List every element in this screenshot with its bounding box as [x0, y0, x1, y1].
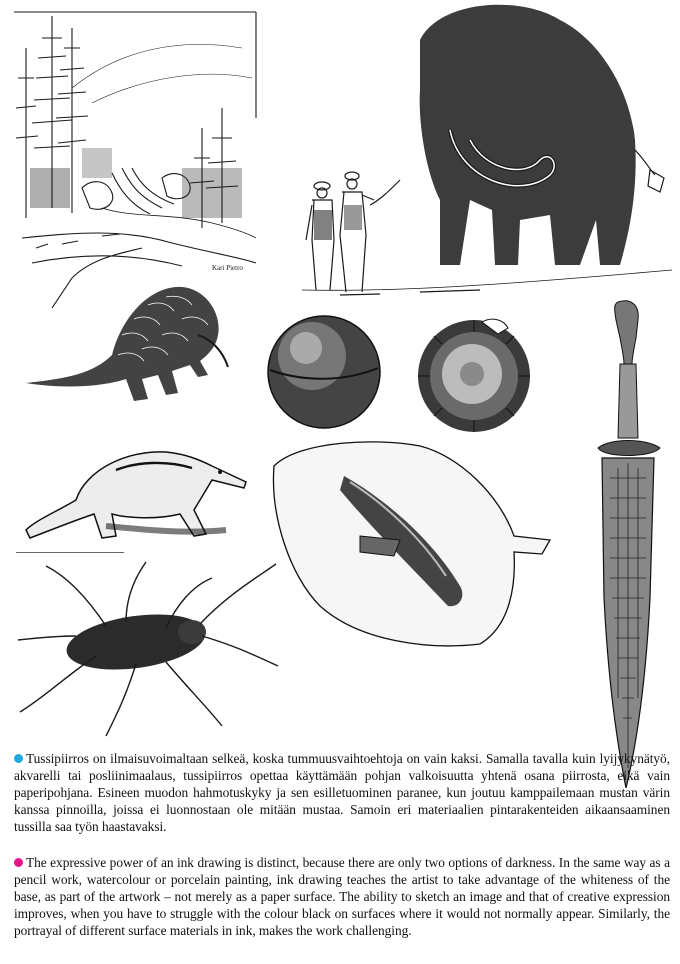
- pangolin-drawing: [22, 275, 232, 410]
- artist-signature: Kari Pietro: [212, 264, 243, 272]
- english-text: The expressive power of an ink drawing is distinct, because there are only two options of darkness. In the same way as a pencil work, watercolour or porcelain painting, ink drawing teaches the artist to take advantage of the whiteness of the base, as part of the artwork – not merely as a paper surface. The ability to sketch an image and that of creative expression improves, when you have to struggle with the colour black on surfaces where it would not normally appear. Similarly, the portrayal of different surface materials in ink, makes the work challenging.: [14, 855, 670, 938]
- bullet-en: [14, 858, 23, 867]
- anteater-drawing: [16, 430, 248, 550]
- fossil-rock-illustration: [270, 436, 552, 652]
- dagger-drawing: [590, 298, 666, 790]
- ammonite-drawing: [412, 314, 536, 436]
- pangolin-illustration: [22, 275, 232, 410]
- finnish-paragraph: [14, 751, 670, 836]
- finnish-text: Tussipiirros on ilmaisuvoimaltaan selkeä, koska tummuusvaihtoehtoja on vain kaksi. Samalla tavalla kuin lyijykynätyö, akvarelli tai posliinimaalaus, tussipiirros opettaa käyttämään pohjan valkoisuutta yhtenä osana piirrosta, eikä vain paperipohjana. Esineen muodon hahmotuskyky ja sen esilletuominen paranee, kun joutuu kamppailemaan mustan värin kanssa pinnoilla, joissa ei luonnostaan ole mitään mustaa. Samoin eri materiaalien pintarakenteiden aikaansaaminen tussilla saa työn haastavaksi.: [14, 751, 670, 834]
- cockroach-illustration: [16, 556, 280, 740]
- cockroach-drawing: [16, 556, 280, 740]
- stone-sphere-illustration: [264, 312, 384, 432]
- stone-sphere-drawing: [264, 312, 384, 432]
- divider: [16, 552, 124, 553]
- mammoth-illustration: [300, 0, 672, 302]
- forest-waterfall-drawing: [12, 8, 258, 308]
- mammoth-drawing: [300, 0, 672, 302]
- anteater-illustration: [16, 430, 248, 550]
- ammonite-illustration: [412, 314, 536, 436]
- bullet-fi: [14, 754, 23, 763]
- forest-waterfall-illustration: [12, 8, 258, 308]
- english-paragraph: [14, 855, 670, 940]
- fossil-rock-drawing: [270, 436, 552, 652]
- dagger-illustration: [590, 298, 666, 790]
